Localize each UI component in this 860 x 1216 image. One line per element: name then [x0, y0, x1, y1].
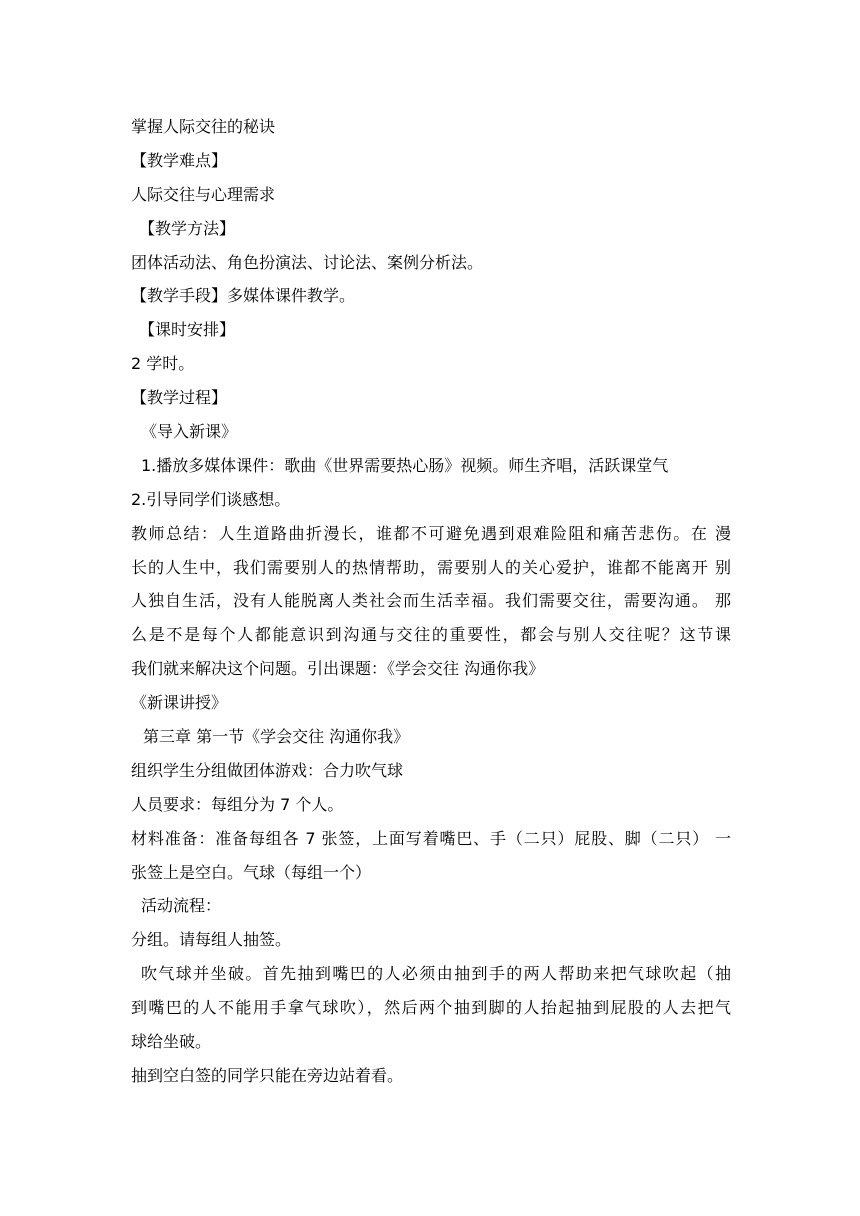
document-body: [131, 110, 731, 1093]
text-line: 么是不是每个人都能意识到沟通与交往的重要性，都会与别人交往呢？这节课: [131, 625, 731, 645]
section-heading: 【教学过程】: [131, 388, 228, 408]
sub-heading: 《新课讲授》: [131, 693, 228, 713]
text-line: 2.引导同学们谈感想。: [131, 489, 291, 509]
text-line: 人际交往与心理需求: [131, 184, 276, 204]
text-line: 掌握人际交往的秘诀: [131, 117, 276, 136]
sub-heading: 《导入新课》: [141, 422, 238, 442]
text-line: 长的人生中，我们需要别人的热情帮助，需要别人的关心爱护，谁都不能离开 别: [131, 557, 731, 577]
section-heading: 【教学难点】: [131, 150, 228, 170]
text-line: 我们就来解决这个问题。引出课题：《学会交往 沟通你我》: [131, 659, 545, 679]
text-line: 团体活动法、角色扮演法、讨论法、案例分析法。: [131, 252, 484, 272]
text-line: 组织学生分组做团体游戏：合力吹气球: [131, 760, 404, 780]
text-line: 抽到空白签的同学只能在旁边站着看。: [131, 1065, 404, 1085]
text-line: 【教学手段】多媒体课件教学。: [131, 286, 356, 306]
text-line: 到嘴巴的人不能用手拿气球吹），然后两个抽到脚的人抬起抽到屁股的人去把气: [131, 998, 731, 1018]
section-heading: 【课时安排】: [139, 320, 236, 340]
text-line: 活动流程：: [141, 896, 222, 916]
text-line: 2 学时。: [131, 354, 195, 374]
text-line: 第三章 第一节《学会交往 沟通你我》: [143, 727, 410, 747]
text-line: 教师总结：人生道路曲折漫长，谁都不可避免遇到艰难险阻和痛苦悲伤。在 漫: [131, 523, 731, 543]
text-line: 吹气球并坐破。首先抽到嘴巴的人必须由抽到手的两人帮助来把气球吹起（抽: [141, 964, 731, 984]
section-heading: 【教学方法】: [139, 218, 236, 238]
text-line: 分组。请每组人抽签。: [131, 930, 292, 950]
text-line: 张签上是空白。气球（每组一个）: [131, 862, 372, 882]
text-line: 1.播放多媒体课件：歌曲《世界需要热心肠》视频。师生齐唱，活跃课堂气: [141, 455, 669, 475]
text-line: 人独自生活，没有人能脱离人类社会而生活幸福。我们需要交往，需要沟通。 那: [131, 591, 731, 611]
text-line: 材料准备：准备每组各 7 张签，上面写着嘴巴、手（二只）屁股、脚（二只） 一: [131, 828, 731, 848]
text-line: 人员要求：每组分为 7 个人。: [131, 794, 344, 814]
text-line: 球给坐破。: [131, 1032, 212, 1052]
